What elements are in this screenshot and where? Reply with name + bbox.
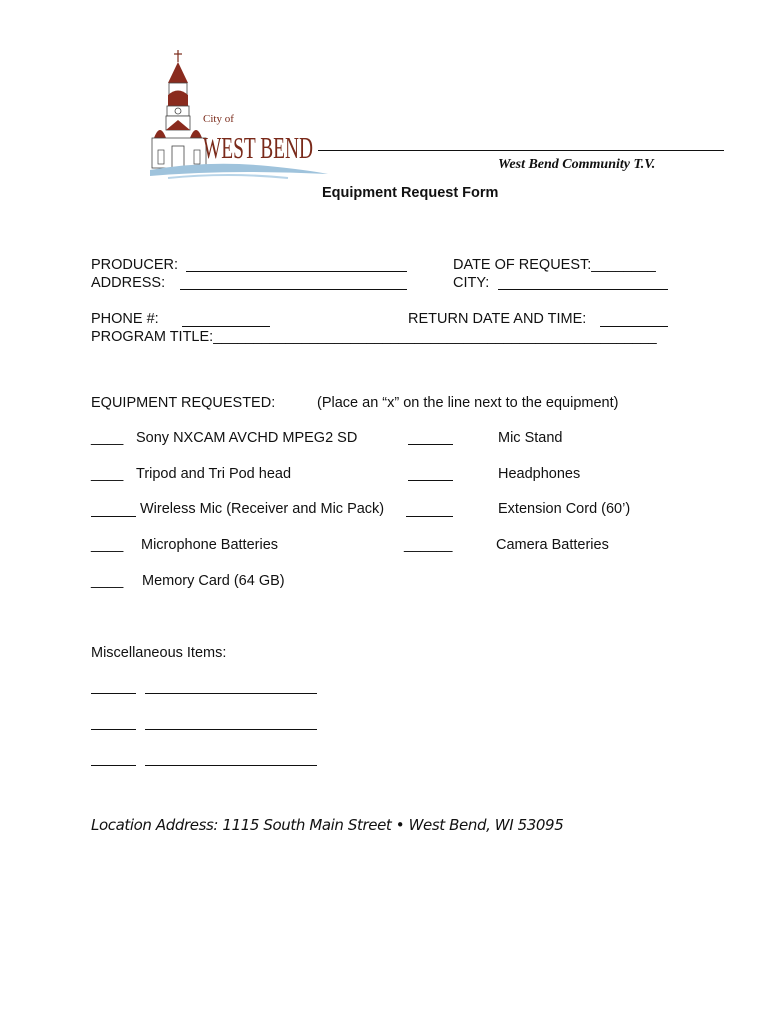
blank-left-4[interactable]: ____ <box>91 537 124 553</box>
tagline: West Bend Community T.V. <box>498 157 656 172</box>
city-line[interactable] <box>498 289 668 290</box>
equip-right-1: Mic Stand <box>498 430 563 446</box>
location-address: Location Address: 1115 South Main Street • West Bend, WI 53095 <box>91 816 564 834</box>
producer-line[interactable] <box>186 271 407 272</box>
misc-check-1[interactable] <box>91 693 136 694</box>
equip-right-4: Camera Batteries <box>496 537 609 553</box>
equip-left-1: Sony NXCAM AVCHD MPEG2 SD <box>136 430 358 446</box>
misc-item-1[interactable] <box>145 693 317 694</box>
equip-right-3: Extension Cord (60’) <box>498 501 631 517</box>
return-date-line[interactable] <box>600 326 668 327</box>
blank-right-2[interactable] <box>408 480 453 481</box>
equip-left-4: Microphone Batteries <box>141 537 279 553</box>
logo-city-of: City of <box>203 113 234 125</box>
equipment-heading: EQUIPMENT REQUESTED: <box>91 395 276 411</box>
blank-left-2[interactable]: ____ <box>91 466 124 482</box>
city-label: CITY: <box>453 275 490 291</box>
address-label: ADDRESS: <box>91 275 166 291</box>
equip-left-5: Memory Card (64 GB) <box>142 573 285 589</box>
blank-left-5[interactable]: ____ <box>91 573 124 589</box>
return-date-label: RETURN DATE AND TIME: <box>408 311 587 327</box>
blank-left-1[interactable]: ____ <box>91 430 124 446</box>
form-title: Equipment Request Form <box>322 185 499 201</box>
header-rule <box>318 150 724 151</box>
address-line[interactable] <box>180 289 407 290</box>
misc-check-3[interactable] <box>91 765 136 766</box>
misc-label: Miscellaneous Items: <box>91 645 227 661</box>
date-of-request-label: DATE OF REQUEST:________ <box>453 257 656 273</box>
blank-right-3[interactable] <box>406 516 453 517</box>
equip-right-2: Headphones <box>498 466 581 482</box>
producer-label: PRODUCER: <box>91 257 179 273</box>
blank-right-4[interactable]: ______ <box>404 537 453 553</box>
blank-right-1[interactable] <box>408 444 453 445</box>
logo-name: WEST BEND <box>203 130 313 165</box>
phone-line[interactable] <box>182 326 270 327</box>
city-logo <box>148 48 328 183</box>
equip-left-2: Tripod and Tri Pod head <box>136 466 292 482</box>
equipment-instruction: (Place an “x” on the line next to the equipment) <box>317 395 619 411</box>
misc-item-3[interactable] <box>145 765 317 766</box>
phone-label: PHONE #: <box>91 311 159 327</box>
blank-left-3[interactable] <box>91 516 136 517</box>
equip-left-3: Wireless Mic (Receiver and Mic Pack) <box>140 501 385 517</box>
program-title-label: PROGRAM TITLE:_______________________________________________________ <box>91 329 657 345</box>
misc-check-2[interactable] <box>91 729 136 730</box>
misc-item-2[interactable] <box>145 729 317 730</box>
